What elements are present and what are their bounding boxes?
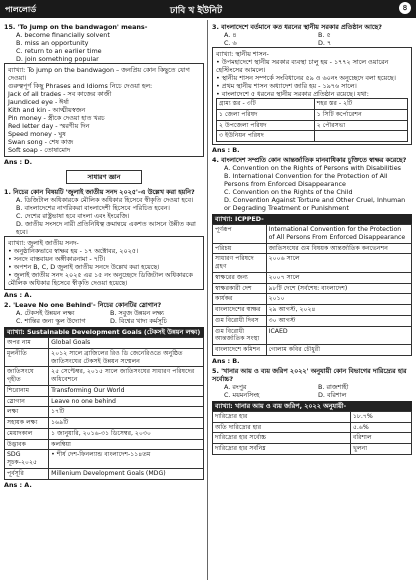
table-row <box>5 407 204 418</box>
option-item: C. দেশের রাষ্ট্রভাষা হবে বাংলা এবং ইংরেজি। <box>16 212 130 220</box>
section-title: সাধারণ জ্ঞান <box>66 170 142 184</box>
option-item: A. রংপুর <box>224 382 247 391</box>
q5-table <box>212 411 412 455</box>
table-cell: বরিশাল <box>350 433 411 444</box>
table-cell: ২৫ সেপ্টেম্বর, ২০১৫ সালে জাতিসংঘের সাধারণ পরিষদের অধিবেশনে <box>49 367 204 386</box>
table-row <box>213 272 412 283</box>
q2-answer: Ans : A. <box>4 480 32 489</box>
table-cell: অপর নাম <box>5 338 49 349</box>
table-row <box>213 411 412 422</box>
explanation-line: Kith and kin - আত্মীয়স্বজন <box>8 106 86 114</box>
option-item: B. International Convention for the Protection of All Persons from Enforced Disappearance <box>224 172 388 188</box>
table-cell: ১৬৯টি <box>49 418 204 429</box>
option-row <box>16 309 204 317</box>
table-row <box>5 468 204 479</box>
table-cell: পূর্বসূরি <box>5 468 49 479</box>
q4-answer: Ans : B. <box>212 356 240 365</box>
table-cell: ১ জানুয়ারি, ২০১৬-৩১ ডিসেম্বর, ২০৩০ <box>49 428 204 439</box>
table-row <box>5 428 204 439</box>
table-cell: মেয়াদকাল <box>5 428 49 439</box>
table-cell: ১৮.৭% <box>350 411 411 422</box>
q1-options <box>4 196 204 236</box>
q4-table <box>212 224 412 356</box>
table-row <box>213 345 412 356</box>
table-cell: পূর্ণরূপ <box>213 225 267 244</box>
page-number: ৪ <box>399 2 411 14</box>
table-cell: ২০১০ <box>266 294 411 305</box>
page-header <box>0 0 416 18</box>
explanation-line: Pin money - স্ত্রীকে দেওয়া হাত খরচ <box>8 114 105 122</box>
table-cell: ১ জেলা পরিষদ <box>217 109 315 120</box>
option-item: B. রাজশাহী <box>318 382 349 391</box>
table-cell: • শীর্ষ দেশ-ফিনল্যান্ড বাংলাদেশ-১১৪তম <box>49 450 204 469</box>
option-row <box>224 391 412 399</box>
table-cell: ৯৮টি দেশে (সর্বশেষ: বাংলাদেশ) <box>266 283 411 294</box>
q3-table <box>216 98 408 142</box>
table-row <box>213 422 412 433</box>
q3-expl-lines <box>216 50 408 98</box>
table-cell: ২৯ আগস্ট, ২০২৪ <box>266 305 411 316</box>
explanation-line: Jaundiced eye - ঈর্ষা <box>8 98 69 106</box>
option-item: A. টেকসই উন্নয়ন লক্ষ্য <box>16 309 75 317</box>
table-row <box>5 385 204 396</box>
q15-options <box>4 31 204 63</box>
table-row <box>213 326 412 345</box>
table-cell: দারিদ্র্যের হার সর্বনিম্ন <box>213 444 351 455</box>
table-cell: ২ উপজেলা পরিষদ <box>217 120 315 131</box>
table-cell: গোলাম কবির চৌধুরী <box>266 345 411 356</box>
table-cell: ৩০ আগস্ট <box>266 315 411 326</box>
option-item: D. বিশ্বের খাদ্য কর্মসূচি <box>110 317 167 325</box>
explanation-line: • উপমহাদেশে স্থানীয় সরকার ব্যবস্থা চালু হয় - ১৭৭২ সালে ওয়ারেন হেস্টিংসের আমলে। <box>216 58 389 74</box>
explanation-line: • প্রথম স্থানীয় শাসন অধ্যাদেশ জারি হয় - ১৯৭৬ সালে। <box>216 82 357 90</box>
header-center-title: ঢাবি খ ইউনিট <box>170 6 223 16</box>
q15-explanation <box>4 63 204 157</box>
option-item: D. বরিশাল <box>318 390 347 399</box>
table-cell: Leave no one behind <box>49 396 204 407</box>
explanation-line: Jack of all trades - সব কাজের কাজী <box>8 90 112 98</box>
table-cell <box>314 131 407 142</box>
table-cell: শহর স্তর - ২টি <box>314 99 407 110</box>
table-cell: দারিদ্র্যের হার সর্বোচ্চ <box>213 433 351 444</box>
table-cell: গ্রাম্য স্তর - ৩টি <box>217 99 315 110</box>
left-column <box>4 21 204 489</box>
q4-title: 4. বাংলাদেশ সম্প্রতি কোন আন্তর্জাতিক মানবাধিকার চুক্তিতে স্বাক্ষর করেছে? <box>212 156 407 164</box>
explanation-line: Speed money - ঘুষ <box>8 130 66 138</box>
option-item: D. Convention Against Torture and Other Cruel, Inhuman or Degrading Treatment or Punishment <box>224 196 406 212</box>
table-cell: লক্ষ্য <box>5 407 49 418</box>
table-row <box>213 225 412 244</box>
table-cell: জাতিসংঘের গুম বিষয়ক আন্তর্জাতিক কনভেনশন <box>266 243 411 254</box>
option-row <box>16 317 204 325</box>
table-row <box>213 433 412 444</box>
table-cell: অতি দারিদ্র্যের হার <box>213 422 351 433</box>
explanation-line: Red letter day - স্মরণীয় দিন <box>8 122 90 130</box>
q5-title: 5. 'খানার আয় ও ব্যয় জরিপ ২০২২' অনুযায়ী কোন বিভাগের দারিদ্র্যের হার সর্বোচ্চ? <box>212 366 407 383</box>
table-row <box>213 283 412 294</box>
table-cell: International Convention for the Protection of All Persons From Enforced Disappearance <box>266 225 411 244</box>
explanation-line: ব্যাখ্যা: জুলাই জাতীয় সনদ- <box>8 239 79 247</box>
table-row <box>213 305 412 316</box>
table-row <box>5 396 204 407</box>
table-row <box>213 315 412 326</box>
option-item: A. ডিজিটাল অধিকারকে মৌলিক অধিকার হিসেবে স্বীকৃতি দেওয়া হবে। <box>16 196 194 204</box>
q1-title: 1. নিচের কোন বিষয়টি 'জুলাই জাতীয় সনদ ২০২৫'-এ উল্লেখ করা হয়নি? <box>4 188 195 196</box>
table-row <box>5 439 204 450</box>
table-row <box>217 109 408 120</box>
q4-options <box>212 164 412 212</box>
explanation-line: Soft soap - তোষামোদ <box>8 146 71 154</box>
q2-options <box>4 309 204 325</box>
option-item: D. জাতীয় সংসদে নারী প্রতিনিধিত্ব ক্রমান্বয়ে একশত আসনে উন্নীত করা হবে। <box>16 220 196 236</box>
option-item: D. join something popular <box>16 55 99 63</box>
q5-explanation-head: ব্যাখ্যা: খানার আয় ও ব্যয় জরিপ, ২০২২ অনুযায়ী- <box>212 401 412 411</box>
table-row <box>5 418 204 429</box>
q4-explanation-head: ব্যাখ্যা: ICPPED- <box>212 214 412 224</box>
q2-explanation-head: ব্যাখ্যা: Sustainable Development Goals (টেকসই উন্নয়ন লক্ষ্য) <box>4 327 204 337</box>
table-row <box>217 120 408 131</box>
table-cell: খুলনা <box>350 444 411 455</box>
table-row <box>5 367 204 386</box>
q1-answer: Ans : A. <box>4 291 32 299</box>
table-cell: ২ পৌরসভা <box>314 120 407 131</box>
option-row <box>224 383 412 391</box>
header-left-title: পাললোর্ড <box>5 5 37 14</box>
table-cell: শিরোনাম <box>5 385 49 396</box>
table-cell: দারিদ্র্যের হার <box>213 411 351 422</box>
option-item: A. Convention on the Rights of Persons with Disabilities <box>224 164 401 172</box>
explanation-line: Swan song - শেষ কাজ <box>8 138 73 146</box>
table-cell: কলম্বিয়া <box>49 439 204 450</box>
option-item: B. বাংলাদেশের নাগরিকরা বাংলাদেশী হিসেবে পরিচিত হবেন। <box>16 204 170 212</box>
table-cell: সহায়ক লক্ষ্য <box>5 418 49 429</box>
table-cell: ৫.৬% <box>350 422 411 433</box>
explanation-line: গুরুত্বপূর্ণ কিছু Phrases and Idioms নিচে দেওয়া হল: <box>8 82 153 90</box>
option-row <box>224 31 412 39</box>
table-cell: সাধারণ পরিষদে গ্রহণ <box>213 254 267 273</box>
explanation-line: • বাংলাদেশে ৫ ধরনের স্থানীয় সরকার প্রতিষ্ঠান রয়েছে। যথা: <box>216 90 369 98</box>
table-cell: Transforming Our World <box>49 385 204 396</box>
table-cell: মূলনীতি <box>5 348 49 367</box>
table-cell: ICAED <box>266 326 411 345</box>
table-row <box>213 254 412 273</box>
table-cell: গুম বিরোধী আন্তর্জাতিক সংস্থা <box>213 326 267 345</box>
table-cell: পরিচয় <box>213 243 267 254</box>
q3-explanation <box>212 47 412 145</box>
table-cell: ২০১২ সালে ব্রাজিলের রিও ডি জেনেরিওতে অনুষ্ঠিত জাতিসংঘের টেকসই উন্নয়ন সম্মেলন <box>49 348 204 367</box>
table-row <box>217 99 408 110</box>
table-cell: স্বাক্ষরকারী দেশ <box>213 283 267 294</box>
option-item: B. সবুজ উন্নয়ন লক্ষ্য <box>110 309 165 317</box>
table-cell: উদ্ভাবক <box>5 439 49 450</box>
table-cell: জাতিসংঘে গৃহীত <box>5 367 49 386</box>
q2-table <box>4 337 204 480</box>
option-item: D. ৭ <box>318 39 332 47</box>
q3-options <box>212 31 412 47</box>
table-row <box>5 338 204 349</box>
table-cell: স্বাক্ষরের জন্য <box>213 272 267 283</box>
table-cell: বাংলাদেশের স্বাক্ষর <box>213 305 267 316</box>
explanation-line: • অপশন B, C, D জুলাই জাতীয় সনদে উল্লেখ করা হয়েছে। <box>8 263 160 271</box>
explanation-line: ব্যাখ্যা: স্থানীয় শাসন- <box>216 50 269 58</box>
table-cell: কার্যকর <box>213 294 267 305</box>
q5-options <box>212 383 412 399</box>
table-cell: ২০০৬ সালে <box>266 254 411 273</box>
table-cell: SDG সূচক-২০২৫ <box>5 450 49 469</box>
option-item: B. miss an opportunity <box>16 39 89 47</box>
right-column <box>212 21 412 455</box>
table-row <box>5 450 204 469</box>
option-item: A. become financially solvent <box>16 31 110 39</box>
table-row <box>217 131 408 142</box>
table-cell: বাংলাদেশে কমিশন <box>213 345 267 356</box>
option-item: A. ৪ <box>224 31 237 39</box>
option-item: C. ৬ <box>224 39 237 47</box>
table-cell: গুম বিরোধী দিবস <box>213 315 267 326</box>
q3-answer: Ans : B. <box>212 146 240 154</box>
q3-title: 3. বাংলাদেশে বর্তমানে কত ধরনের স্থানীয় সরকার প্রতিষ্ঠান আছে? <box>212 23 383 31</box>
table-row <box>213 444 412 455</box>
table-row <box>213 243 412 254</box>
explanation-line: • অনুষ্ঠানিকভাবে স্বাক্ষর হয় - ১৭ অক্টোবর, ২০২৫। <box>8 247 139 255</box>
option-item: C. Convention on the Rights of the Child <box>224 188 353 196</box>
q15-answer: Ans : D. <box>4 158 33 166</box>
explanation-line: • সনদে বাস্তবায়ন অঙ্গীকারনামা - ৭টি। <box>8 255 106 263</box>
explanation-line: ব্যাখ্যা: To jump on the bandwagon – জনপ্রিয় কোন কিছুতে যোগ দেওয়া। <box>8 66 190 82</box>
table-cell: ১৭টি <box>49 407 204 418</box>
q1-explanation <box>4 236 204 290</box>
table-row <box>213 294 412 305</box>
table-cell: ২০০৭ সালে <box>266 272 411 283</box>
option-item: C. ময়মনসিংহ <box>224 390 260 399</box>
table-cell: ১ সিটি কর্পোরেশন <box>314 109 407 120</box>
option-item: C. শান্তির জন্য স্কুল উদ্যোগ <box>16 317 86 325</box>
q2-title: 2. 'Leave No one Behind'- নিচের কোনটির স্লোগান? <box>4 301 162 309</box>
table-cell: Millenium Development Goals (MDG) <box>49 468 204 479</box>
q15-title: 15. 'To jump on the bandwagon' means- <box>4 23 148 31</box>
column-divider <box>207 20 208 580</box>
explanation-line: • স্থানীয় শাসন সম্পর্কে সংবিধানের ৫৯ ও ৬০নং অনুচ্ছেদে বলা হয়েছে। <box>216 74 396 82</box>
explanation-line: • জুলাই জাতীয় সনদ ২০২৫ এর ১৫ নং অনুচ্ছেদে ডিজিটাল অধিকারকে মৌলিক অধিকার হিসেবে স্বীকৃতি দেওয়া হয়েছে। <box>8 271 193 287</box>
table-cell: Global Goals <box>49 338 204 349</box>
option-item: C. return to an earlier time <box>16 47 102 55</box>
option-item: B. ৫ <box>318 31 331 39</box>
option-row <box>224 39 412 47</box>
table-row <box>5 348 204 367</box>
table-cell: ৩ ইউনিয়ন পরিষদ <box>217 131 315 142</box>
table-cell: স্লোগান <box>5 396 49 407</box>
